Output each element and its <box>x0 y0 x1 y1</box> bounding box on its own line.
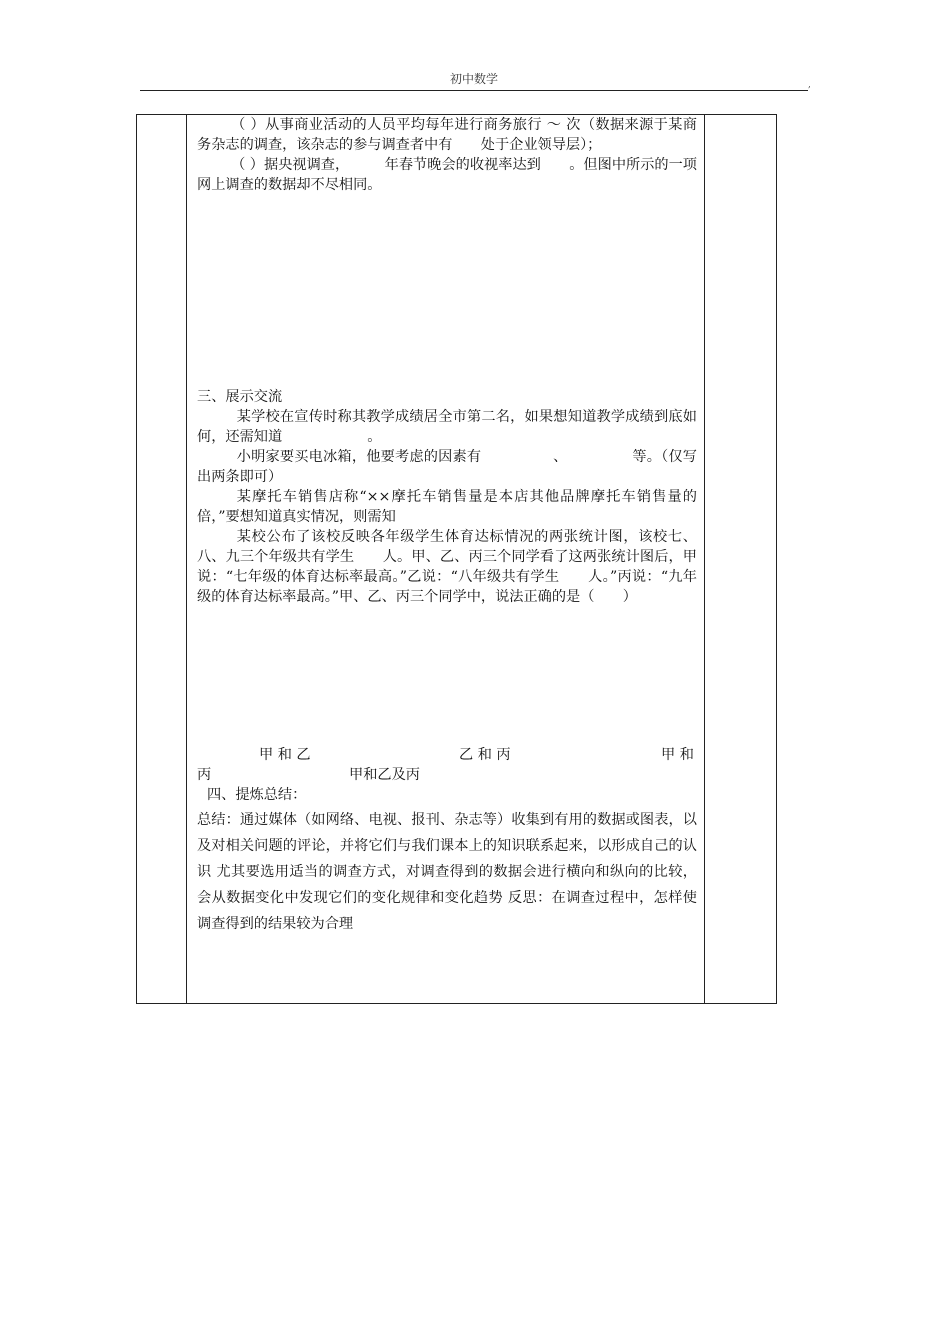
section-four-title: 四、提炼总结： <box>206 787 307 803</box>
choice-c-part1: 甲 和 <box>661 747 694 763</box>
choice-c-part2: 丙 <box>197 767 212 783</box>
choice-a: 甲 和 乙 <box>259 747 311 763</box>
question-refrigerator: 小明家要买电冰箱，他要考虑的因素有 、 等。（仅写出两条即可） <box>197 449 697 485</box>
answer-choices <box>197 745 697 785</box>
choice-b: 乙 和 丙 <box>459 747 511 763</box>
question-fitness-charts: 某校公布了该校反映各年级学生体育达标情况的两张统计图，该校七、八、九三个年级共有学生 人。甲、乙、丙三个同学看了这两张统计图后，甲说：“七年级的体育达标率最高。”乙说：“八年级共有学生 人。”丙说：“九年级的体育达标率最高。”甲、乙、丙三个同学中，说法正确的是（ ） <box>197 529 697 605</box>
choice-d: 甲和乙及丙 <box>349 767 420 783</box>
lesson-table <box>136 114 777 1004</box>
figure-placeholder-survey <box>197 195 697 387</box>
section-three-title: 三、展示交流 <box>197 389 283 405</box>
question-teaching-rank: 某学校在宣传时称其教学成绩居全市第二名，如果想知道教学成绩到底如何，还需知道 。 <box>197 409 697 445</box>
page-header <box>140 72 808 91</box>
main-content <box>197 115 712 937</box>
left-column <box>137 115 187 1003</box>
header-title: 初中数学 <box>449 72 498 86</box>
right-column <box>704 115 776 1003</box>
item-business-travel: （ ）从事商业活动的人员平均每年进行商务旅行 ～ 次（数据来源于某商务杂志的调查，该杂志的参与调查者中有 处于企业领导层）； <box>197 117 697 153</box>
item-cctv-survey: （ ）据央视调查， 年春节晚会的收视率达到 。但图中所示的一项网上调查的数据却不尽相同。 <box>197 157 697 193</box>
question-motorcycle: 某摩托车销售店称“××摩托车销售量是本店其他品牌摩托车销售量的 倍，”要想知道真实情况，则需知 <box>197 489 712 525</box>
header-mark: , <box>808 80 811 90</box>
summary-text: 总结：通过媒体（如网络、电视、报刊、杂志等）收集到有用的数据或图表，以及对相关问题的评论，并将它们与我们课本上的知识联系起来，以形成自己的认识 尤其要选用适当的调查方式，对调查得到的数据会进行横向和纵向的比较，会从数据变化中发现它们的变化规律和变化趋势 反思：在调查过程中，怎样使调查得到的结果较为合理 <box>197 812 697 932</box>
figure-placeholder-charts <box>197 607 697 745</box>
